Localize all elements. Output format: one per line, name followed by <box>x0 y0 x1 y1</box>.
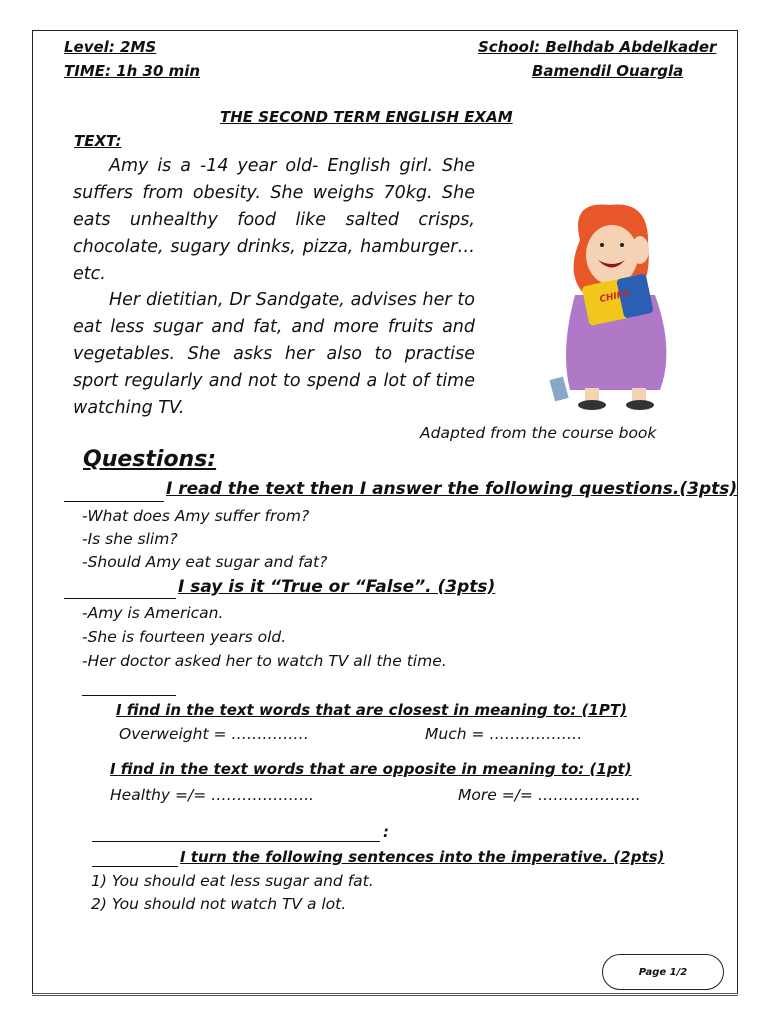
section4-heading: I turn the following sentences into the imperative. (2pts) <box>180 848 665 866</box>
girl-eating-chips-illustration <box>540 200 690 410</box>
antonym-healthy: Healthy =/= ……………….. <box>110 786 314 804</box>
section1-heading: I read the text then I answer the following questions.(3pts) <box>166 479 738 499</box>
section4-heading-line <box>92 866 178 867</box>
section2-item-3: -Her doctor asked her to watch TV all the time. <box>82 652 447 670</box>
section4-item-1: 1) You should eat less sugar and fat. <box>91 872 374 890</box>
section2-heading: I say is it “True or “False”. (3pts) <box>178 577 496 597</box>
section2-item-1: -Amy is American. <box>82 604 224 622</box>
section3-heading-b: I find in the text words that are opposite in meaning to: (1pt) <box>110 760 632 778</box>
synonym-much: Much = ……………… <box>425 725 583 743</box>
level-label: Level: 2MS <box>64 38 157 56</box>
section4-colon: : <box>383 823 389 841</box>
antonym-more: More =/= ……………….. <box>458 786 641 804</box>
section1-item-3: -Should Amy eat sugar and fat? <box>82 553 328 571</box>
synonym-overweight: Overweight = …………… <box>119 725 309 743</box>
section4-blank-line <box>92 841 380 842</box>
text-paragraph-2: Her dietitian, Dr Sandgate, advises her to eat less sugar and fat, and more fruits and vegetables. She asks her also to practise sport regularly and not to spend a lot of time watching TV. <box>73 290 475 418</box>
text-paragraph-1: Amy is a -14 year old- English girl. She suffers from obesity. She weighs 70kg. She eats unhealthy food like salted crisps, chocolate, sugary drinks, pizza, hamburger…etc. <box>73 156 475 284</box>
section2-blank-line <box>64 598 176 599</box>
exam-title: THE SECOND TERM ENGLISH EXAM <box>220 108 513 126</box>
section1-item-2: -Is she slim? <box>82 530 178 548</box>
chips-bag-label: CHIPS <box>598 288 631 306</box>
time-label: TIME: 1h 30 min <box>64 62 201 80</box>
questions-heading: Questions: <box>83 447 217 472</box>
section2-item-2: -She is fourteen years old. <box>82 628 287 646</box>
page-number-badge: Page 1/2 <box>602 954 724 990</box>
source-note: Adapted from the course book <box>420 424 657 442</box>
place-label: Bamendil Ouargla <box>532 62 684 80</box>
school-label: School: Belhdab Abdelkader <box>478 38 717 56</box>
section3-heading-a: I find in the text words that are closest in meaning to: (1PT) <box>116 701 627 719</box>
bottom-rule <box>32 993 738 996</box>
section3-blank-line <box>82 695 176 696</box>
text-label: TEXT: <box>74 132 122 150</box>
section1-blank-line <box>64 501 164 502</box>
section1-item-1: -What does Amy suffer from? <box>82 507 310 525</box>
section4-item-2: 2) You should not watch TV a lot. <box>91 895 347 913</box>
